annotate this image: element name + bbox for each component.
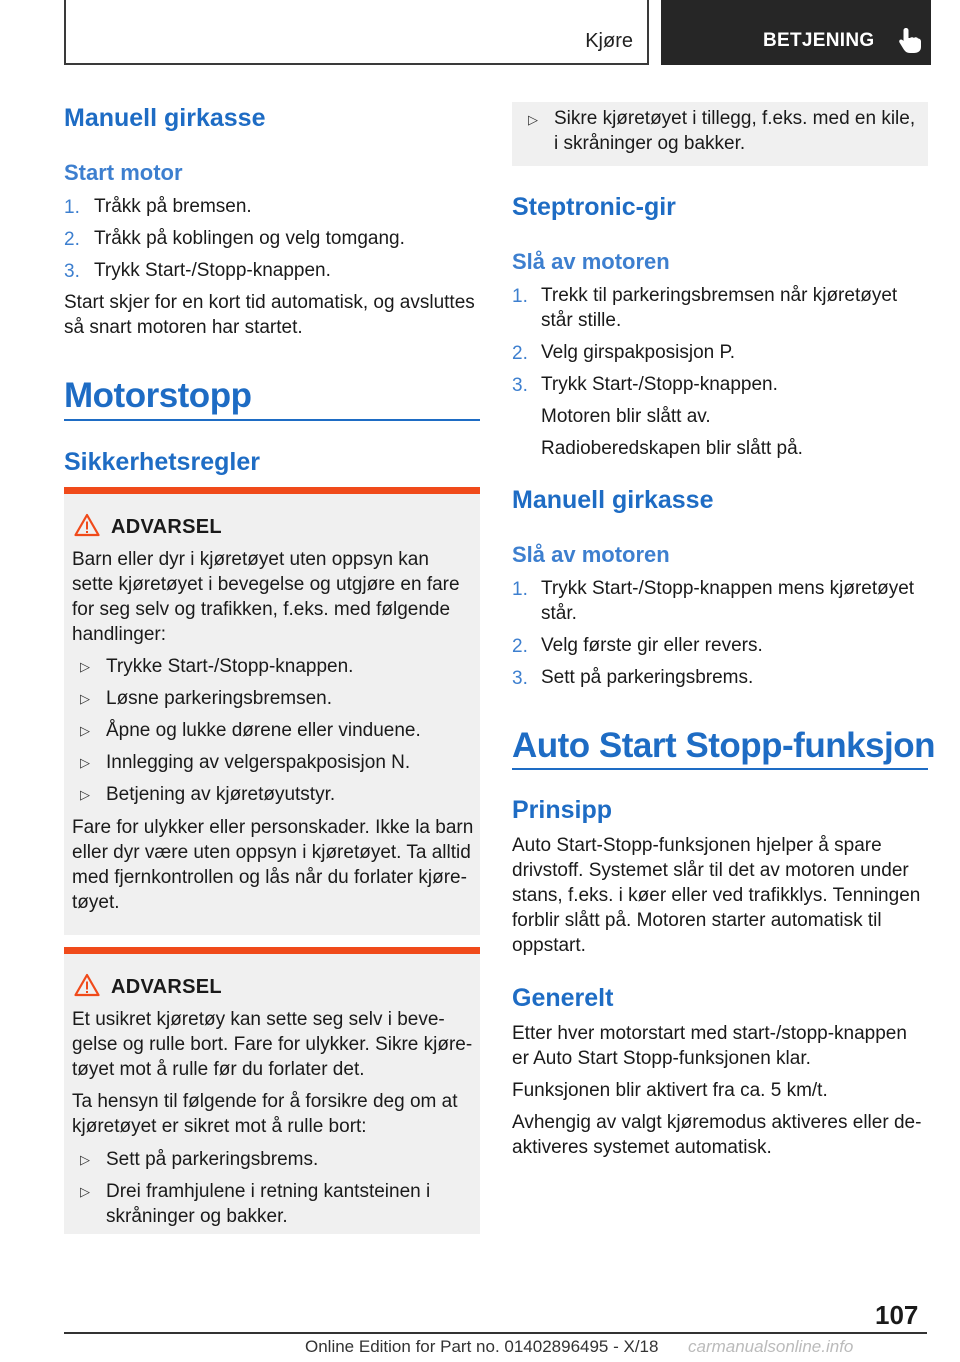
paragraph: Auto Start-Stopp-funksjonen hjelper å spare: [512, 835, 882, 856]
warning-text: Ta hensyn til følgende for å forsikre deg om at: [72, 1091, 458, 1112]
paragraph: oppstart.: [512, 935, 586, 956]
bullet-triangle-icon: ▷: [80, 1184, 90, 1199]
footer-edition: Online Edition for Part no. 01402896495 - X/18: [305, 1337, 659, 1356]
warning-text: med fjernkontrollen og lås når du forlater kjøre‐: [72, 867, 467, 888]
warning-title: ADVARSEL: [111, 516, 222, 538]
heading-manual-gearbox-2: Manuell girkasse: [512, 486, 714, 514]
bullet-text: skråninger og bakker.: [106, 1206, 288, 1227]
heading-auto-start-stop: Auto Start Stopp-funksjon: [512, 726, 936, 765]
step-number: 1.: [512, 286, 528, 307]
paragraph: drivstoff. Systemet slår til det av motoren under: [512, 860, 909, 881]
warning-text: kjøretøyet er sikret mot å rulle bort:: [72, 1116, 367, 1137]
heading-manual-gearbox: Manuell girkasse: [64, 104, 266, 132]
step-number: 1.: [64, 197, 80, 218]
heading-rule: [512, 768, 928, 770]
header-section-tab: [64, 0, 649, 65]
step-subtext: Radioberedskapen blir slått på.: [541, 438, 803, 459]
warning-box: [64, 947, 480, 1234]
warning-text: for seg selv og trafikken, f.eks. med følgende: [72, 599, 451, 620]
bullet-text: Innlegging av velgerspakposisjon N.: [106, 752, 411, 773]
step-number: 2.: [512, 343, 528, 364]
step-text: Trykk Start-/Stopp-knappen mens kjøretøyet: [541, 578, 915, 599]
step-text: Sett på parkeringsbrems.: [541, 667, 754, 688]
header-chapter-label: BETJENING: [763, 30, 875, 51]
warning-text: handlinger:: [72, 624, 167, 645]
warning-title: ADVARSEL: [111, 976, 222, 998]
heading-motorstopp: Motorstopp: [64, 376, 252, 415]
warning-text: tøyet mot å rulle før du forlater det.: [72, 1059, 365, 1080]
paragraph: Funksjonen blir aktivert fra ca. 5 km/t.: [512, 1080, 828, 1101]
page-number: 107: [875, 1300, 919, 1330]
heading-rule: [64, 419, 480, 421]
bullet-text: Sett på parkeringsbrems.: [106, 1149, 319, 1170]
bullet-triangle-icon: ▷: [80, 691, 90, 706]
heading-engine-off: Slå av motoren: [512, 249, 670, 274]
heading-engine-off-2: Slå av motoren: [512, 542, 670, 567]
warning-triangle-icon: [74, 973, 100, 997]
warning-text: eller dyr være uten oppsyn i kjøretøyet. Ta alltid: [72, 842, 471, 863]
step-text: Velg første gir eller revers.: [541, 635, 763, 656]
heading-steptronic: Steptronic-gir: [512, 193, 676, 221]
heading-general: Generelt: [512, 984, 614, 1012]
step-number: 3.: [64, 261, 80, 282]
step-text: Tråkk på koblingen og velg tomgang.: [94, 228, 405, 249]
step-number: 3.: [512, 375, 528, 396]
hand-pointer-icon: [897, 26, 923, 54]
header-section-label: Kjøre: [585, 30, 633, 52]
heading-start-engine: Start motor: [64, 160, 183, 185]
paragraph: Avhengig av valgt kjøremodus aktiveres eller de‐: [512, 1112, 922, 1133]
bullet-triangle-icon: ▷: [80, 723, 90, 738]
bullet-text: Løsne parkeringsbremsen.: [106, 688, 332, 709]
warning-text: sette kjøretøyet i bevegelse og utgjøre en fare: [72, 574, 460, 595]
step-text: står.: [541, 603, 577, 624]
step-text: Trykk Start-/Stopp-knappen.: [541, 374, 778, 395]
bullet-text: Åpne og lukke dørene eller vinduene.: [106, 720, 421, 741]
warning-bar: [64, 487, 480, 494]
heading-principle: Prinsipp: [512, 796, 613, 824]
warning-triangle-icon: [74, 513, 100, 537]
bullet-text: i skråninger og bakker.: [554, 133, 746, 154]
step-text: Velg girspakposisjon P.: [541, 342, 735, 363]
warning-text: Fare for ulykker eller personskader. Ikke la barn: [72, 817, 474, 838]
step-subtext: Motoren blir slått av.: [541, 406, 711, 427]
bullet-triangle-icon: ▷: [80, 1152, 90, 1167]
step-text: står stille.: [541, 310, 622, 331]
warning-text: Barn eller dyr i kjøretøyet uten oppsyn kan: [72, 549, 429, 570]
paragraph: er Auto Start Stopp-funksjonen klar.: [512, 1048, 811, 1069]
bullet-text: Betjening av kjøretøyutstyr.: [106, 784, 336, 805]
paragraph: så snart motoren har startet.: [64, 317, 303, 338]
step-number: 3.: [512, 668, 528, 689]
paragraph: stans, f.eks. i køer eller ved trafikklys. Tenningen: [512, 885, 921, 906]
step-number: 1.: [512, 579, 528, 600]
bullet-triangle-icon: ▷: [80, 659, 90, 674]
warning-box-continued: [512, 102, 928, 166]
bullet-text: Drei framhjulene i retning kantsteinen i: [106, 1181, 431, 1202]
paragraph: Etter hver motorstart med start-/stopp-knappen: [512, 1023, 907, 1044]
warning-box: [64, 487, 480, 935]
paragraph: aktiveres systemet automatisk.: [512, 1137, 772, 1158]
warning-text: Et usikret kjøretøy kan sette seg selv i beve‐: [72, 1009, 445, 1030]
paragraph: Start skjer for en kort tid automatisk, og avsluttes: [64, 292, 475, 313]
step-number: 2.: [512, 636, 528, 657]
bullet-triangle-icon: ▷: [528, 112, 538, 127]
bullet-text: Sikre kjøretøyet i tillegg, f.eks. med en kile,: [554, 108, 916, 129]
step-text: Tråkk på bremsen.: [94, 196, 252, 217]
step-number: 2.: [64, 229, 80, 250]
warning-bar: [64, 947, 480, 954]
step-text: Trekk til parkeringsbremsen når kjøretøyet: [541, 285, 898, 306]
bullet-triangle-icon: ▷: [80, 787, 90, 802]
header-chapter-tab: [661, 0, 931, 65]
bullet-text: Trykke Start-/Stopp-knappen.: [106, 656, 354, 677]
bullet-triangle-icon: ▷: [80, 755, 90, 770]
warning-text: gelse og rulle bort. Fare for ulykker. Sikre kjøre‐: [72, 1034, 473, 1055]
heading-safety-rules: Sikkerhetsregler: [64, 448, 260, 476]
footer-rule: [64, 1332, 927, 1334]
step-text: Trykk Start-/Stopp-knappen.: [94, 260, 331, 281]
paragraph: forblir slått på. Motoren starter automatisk til: [512, 910, 882, 931]
watermark: carmanualsonline.info: [688, 1337, 854, 1356]
warning-text: tøyet.: [72, 892, 120, 913]
